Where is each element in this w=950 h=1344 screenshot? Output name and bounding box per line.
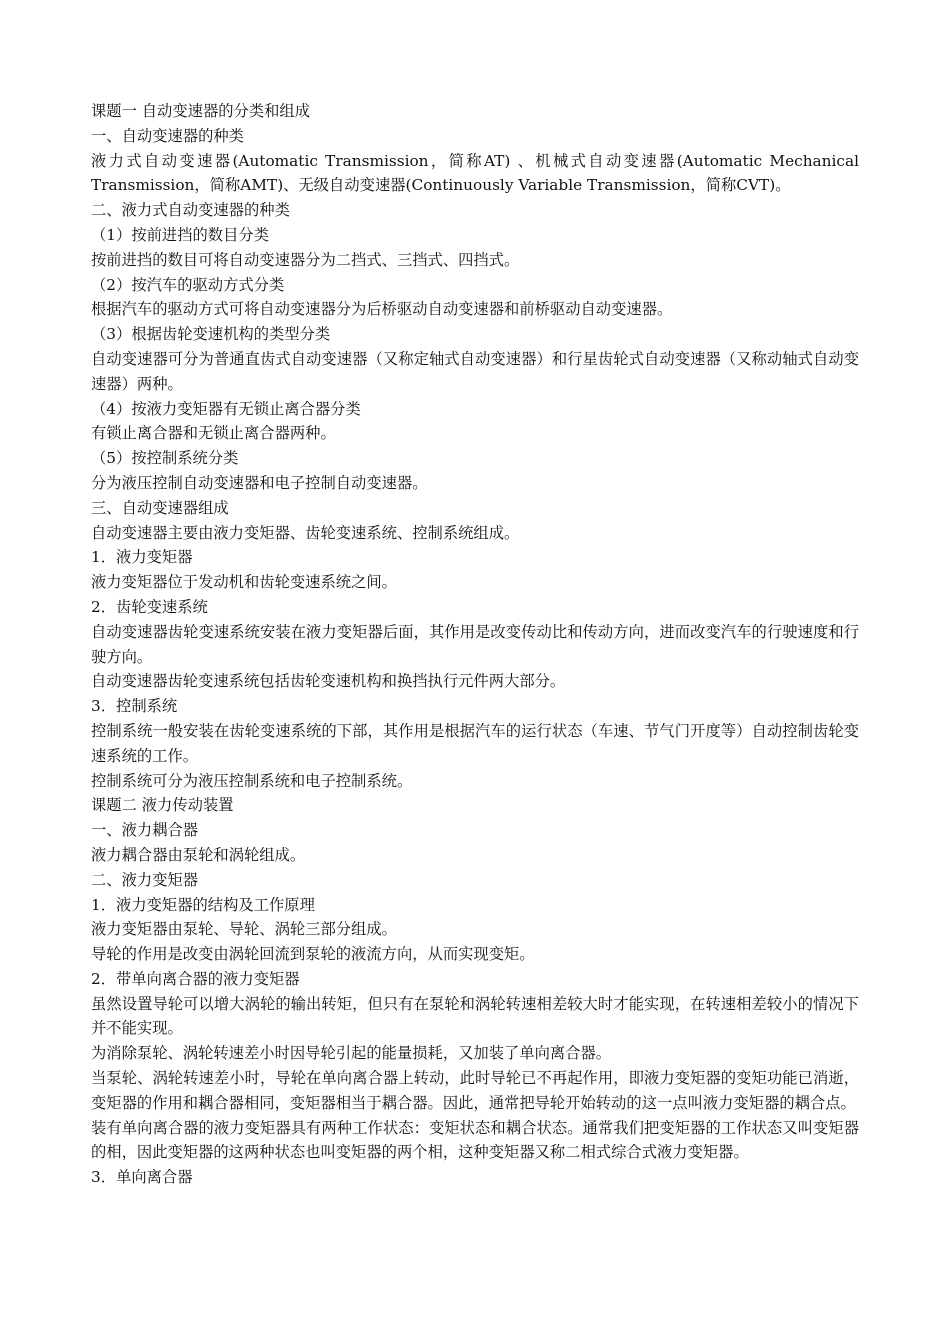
paragraph: 液力变矩器位于发动机和齿轮变速系统之间。 — [91, 573, 397, 592]
paragraph: 装有单向离合器的液力变矩器具有两种工作状态：变矩状态和耦合状态。通常我们把变矩器的工作状态又叫变矩器的相，因此变矩器的这两种状态也叫变矩器的两个相，这种变矩器又称二相式综合式液力变矩器。 — [91, 1118, 859, 1162]
section-heading-2: 二、液力式自动变速器的种类 — [91, 201, 290, 220]
paragraph: 液力变矩器由泵轮、导轮、涡轮三部分组成。 — [91, 920, 397, 939]
paragraph: 自动变速器齿轮变速系统包括齿轮变速机构和换挡执行元件两大部分。 — [91, 672, 566, 691]
section-heading-1: 一、自动变速器的种类 — [91, 126, 244, 145]
numbered-heading-1: 1．液力变矩器的结构及工作原理 — [91, 895, 315, 914]
numbered-heading-3: 3．控制系统 — [91, 697, 178, 716]
lesson-1-title: 课题一 自动变速器的分类和组成 — [91, 102, 311, 120]
paragraph: 导轮的作用是改变由涡轮回流到泵轮的液流方向，从而实现变矩。 — [91, 945, 535, 964]
subheading-5: （5）按控制系统分类 — [91, 449, 239, 468]
document-page — [91, 99, 859, 1190]
section-heading-3: 三、自动变速器组成 — [91, 498, 229, 517]
paragraph: 自动变速器主要由液力变矩器、齿轮变速系统、控制系统组成。 — [91, 523, 520, 542]
paragraph: 有锁止离合器和无锁止离合器两种。 — [91, 424, 336, 443]
numbered-heading-1: 1．液力变矩器 — [91, 548, 193, 567]
subheading-3: （3）根据齿轮变速机构的类型分类 — [91, 325, 331, 344]
numbered-heading-2: 2．齿轮变速系统 — [91, 597, 208, 616]
paragraph: 当泵轮、涡轮转速差小时，导轮在单向离合器上转动，此时导轮已不再起作用，即液力变矩器的变矩功能已消逝，变矩器的作用和耦合器相同，变矩器相当于耦合器。因此，通常把导轮开始转动的这一点叫液力变矩器的耦合点。 — [91, 1069, 859, 1112]
paragraph: 为消除泵轮、涡轮转速差小时因导轮引起的能量损耗，又加装了单向离合器。 — [91, 1044, 612, 1063]
paragraph: 根据汽车的驱动方式可将自动变速器分为后桥驱动自动变速器和前桥驱动自动变速器。 — [91, 300, 673, 319]
subheading-1: （1）按前进挡的数目分类 — [91, 225, 269, 244]
subheading-4: （4）按液力变矩器有无锁止离合器分类 — [91, 399, 361, 418]
numbered-heading-2: 2．带单向离合器的液力变矩器 — [91, 969, 300, 988]
paragraph: 自动变速器可分为普通直齿式自动变速器（又称定轴式自动变速器）和行星齿轮式自动变速器（又称动轴式自动变速器）两种。 — [91, 349, 859, 393]
subheading-2: （2）按汽车的驱动方式分类 — [91, 275, 285, 294]
lesson-2-title: 课题二 液力传动装置 — [91, 796, 234, 815]
paragraph-transmission-types: 液力式自动变速器(Automatic Transmission，简称AT) 、机械式自动变速器(Automatic Mechanical Transmission，简称AMT)、无级自动变速器(Continuously Variable Transmission，简称CVT)。 — [91, 151, 859, 195]
paragraph: 控制系统可分为液压控制系统和电子控制系统。 — [91, 771, 413, 790]
paragraph: 液力耦合器由泵轮和涡轮组成。 — [91, 845, 306, 864]
section-heading-2: 二、液力变矩器 — [91, 870, 199, 889]
paragraph: 虽然设置导轮可以增大涡轮的输出转矩，但只有在泵轮和涡轮转速相差较大时才能实现，在转速相差较小的情况下并不能实现。 — [91, 994, 859, 1038]
paragraph: 按前进挡的数目可将自动变速器分为二挡式、三挡式、四挡式。 — [91, 250, 520, 269]
numbered-heading-3: 3．单向离合器 — [91, 1168, 193, 1187]
paragraph: 控制系统一般安装在齿轮变速系统的下部，其作用是根据汽车的运行状态（车速、节气门开度等）自动控制齿轮变速系统的工作。 — [91, 721, 859, 765]
paragraph: 自动变速器齿轮变速系统安装在液力变矩器后面，其作用是改变传动比和传动方向，进而改变汽车的行驶速度和行驶方向。 — [91, 622, 859, 666]
section-heading-1: 一、液力耦合器 — [91, 821, 199, 840]
paragraph: 分为液压控制自动变速器和电子控制自动变速器。 — [91, 473, 428, 492]
